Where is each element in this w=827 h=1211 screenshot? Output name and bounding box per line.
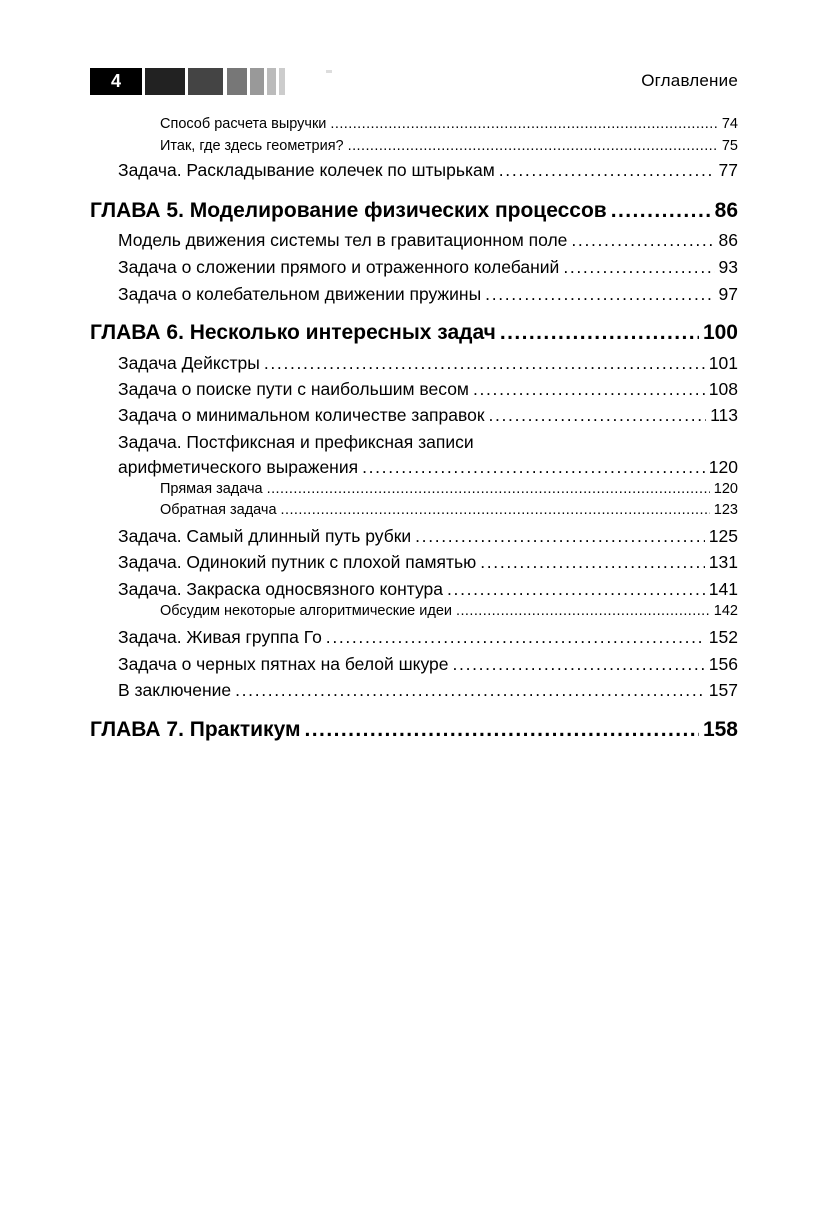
toc-entry-title: Задача. Раскладывание колечек по штырькам [118,160,495,180]
toc-entry-title: Обсудим некоторые алгоритмические идеи [160,603,453,619]
toc-entry[interactable] [118,680,738,701]
page-header [90,68,738,95]
dot-leader [330,116,717,132]
page-number: 4 [90,68,142,95]
header-bar-block [227,68,247,95]
toc-entry-title: Задача о колебательном движении пружины [118,284,482,304]
toc-entry[interactable] [118,160,738,181]
dot-leader [488,405,706,426]
dot-leader [571,230,714,251]
toc-entry-page: 120 [713,481,738,497]
toc-entry-title: Модель движения системы тел в гравитационном поле [118,230,568,250]
toc-entry[interactable] [160,138,738,154]
toc-entry-page: 101 [708,353,738,373]
toc-entry-page: 75 [721,138,738,154]
toc-entry[interactable] [160,502,738,518]
toc-entry-page: 131 [708,552,738,572]
toc-chapter[interactable] [90,199,738,223]
dot-leader [326,627,705,648]
toc-entry[interactable] [118,457,738,478]
toc-entry-page: 120 [708,457,738,477]
toc-entry-title: Задача о поиске пути с наибольшим весом [118,379,469,399]
dot-leader [499,160,715,181]
toc-entry-page: 152 [708,627,738,647]
dot-leader [348,138,718,154]
toc-entry[interactable] [118,230,738,251]
toc-entry-title: Задача. Закраска односвязного контура [118,579,444,599]
dot-leader [473,379,705,400]
toc-entry[interactable] [118,654,738,675]
toc-entry-title: Задача о черных пятнах на белой шкуре [118,654,449,674]
toc-entry-page: 142 [713,603,738,619]
header-bar-block [145,68,185,95]
header-bar-block [279,68,285,95]
toc-entry[interactable] [118,257,738,278]
toc-entry-page: 157 [708,680,738,700]
toc-entry-title: Задача о сложении прямого и отраженного колебаний [118,257,560,277]
toc-entry[interactable] [118,284,738,305]
dot-leader [611,199,711,223]
toc-entry-title: Обратная задача [160,502,277,518]
dot-leader [480,552,705,573]
toc-chapter-page: 86 [714,199,738,222]
toc-entry-page: 123 [713,502,738,518]
toc-entry-title: Задача о минимальном количестве заправок [118,405,485,425]
dot-leader [453,654,705,675]
toc-entry-title-line2: арифметического выражения [118,457,359,477]
toc-entry-page: 108 [708,379,738,399]
toc-chapter-title: ГЛАВА 6. Несколько интересных задач [90,321,496,344]
toc-entry[interactable] [118,552,738,573]
toc-entry[interactable] [118,353,738,374]
toc-entry-page: 74 [721,116,738,132]
dot-leader [500,321,699,345]
toc-entry-title: Задача. Одинокий путник с плохой памятью [118,552,477,572]
header-bar-block [326,70,332,73]
toc-chapter-page: 158 [702,718,738,741]
toc-chapter-page: 100 [702,321,738,344]
section-title: Оглавление [641,71,738,90]
toc-entry[interactable] [118,579,738,600]
toc-entry-page: 156 [708,654,738,674]
toc-chapter[interactable] [90,321,738,345]
toc-entry-title: Задача. Самый длинный путь рубки [118,526,412,546]
toc-entry-title: Задача. Живая группа Го [118,627,322,647]
toc-entry[interactable] [160,116,738,132]
toc-entry-page: 77 [718,160,738,180]
toc-entry[interactable] [160,481,738,497]
dot-leader [362,457,705,478]
toc-entry[interactable] [118,526,738,547]
toc-entry[interactable] [118,405,738,426]
dot-leader [235,680,705,701]
toc-entry-title: В заключение [118,680,232,700]
toc-entry-page: 86 [718,230,738,250]
toc-entry-page: 125 [708,526,738,546]
toc-entry-title: Способ расчета выручки [160,116,327,132]
toc-entry-page: 113 [710,405,738,425]
dot-leader [447,579,705,600]
header-bar-block [250,68,264,95]
toc-entry-page: 141 [708,579,738,599]
toc-chapter-title: ГЛАВА 7. Практикум [90,718,301,741]
toc-entry[interactable] [118,627,738,648]
toc-entry-title-line1: Задача. Постфиксная и префиксная записи [118,432,474,452]
toc-entry[interactable] [160,603,738,619]
dot-leader [415,526,705,547]
dot-leader [456,603,710,619]
toc-entry-title: Прямая задача [160,481,263,497]
dot-leader [281,502,710,518]
toc-entry-title: Итак, где здесь геометрия? [160,138,344,154]
toc-chapter-title: ГЛАВА 5. Моделирование физических процессов [90,199,607,222]
toc-entry-title: Задача Дейкстры [118,353,260,373]
toc-entry[interactable] [118,379,738,400]
dot-leader [305,718,699,742]
dot-leader [563,257,714,278]
dot-leader [485,284,714,305]
toc-entry-page: 97 [718,284,738,304]
header-bar-block [188,68,223,95]
dot-leader [267,481,710,497]
header-bar-block [267,68,276,95]
dot-leader [264,353,705,374]
toc-entry-page: 93 [718,257,738,277]
toc-chapter[interactable] [90,718,738,742]
